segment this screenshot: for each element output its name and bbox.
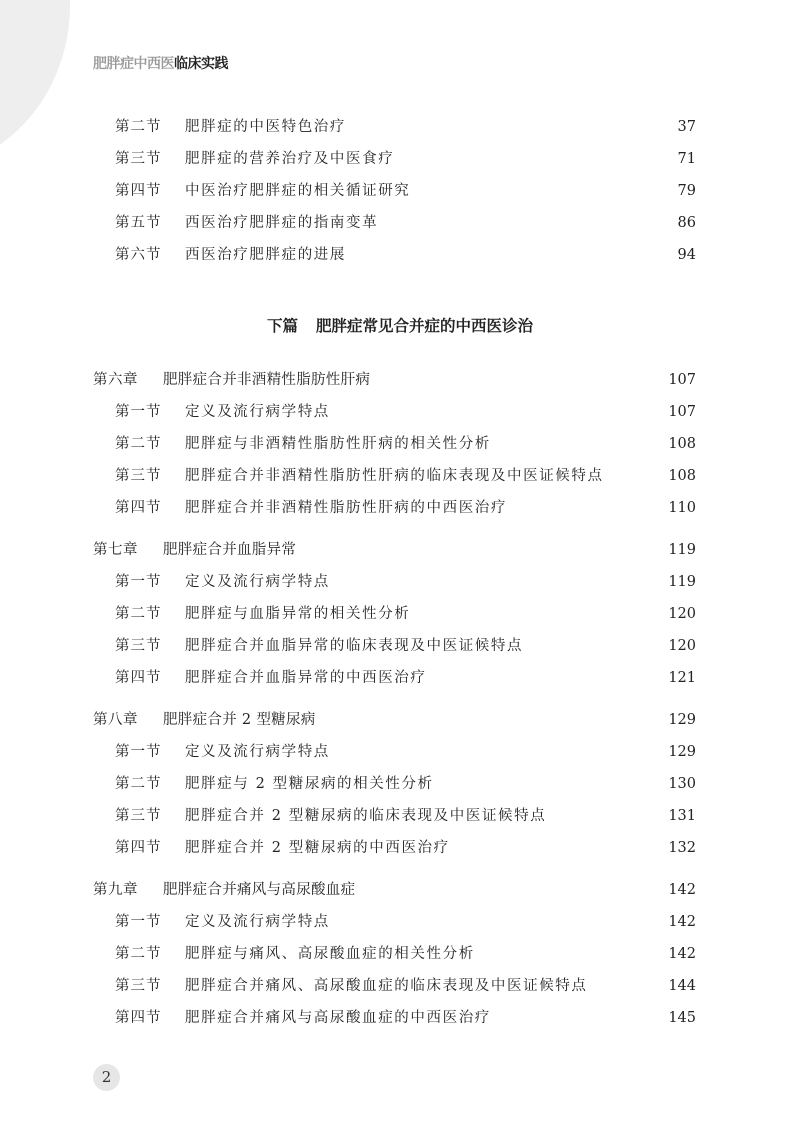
section-label: 第六节 xyxy=(115,247,162,263)
header-title-accent: 肥胖症中西医 xyxy=(93,56,174,72)
dot-leader xyxy=(371,368,667,392)
section-label: 第四节 xyxy=(115,670,162,686)
toc-section-entry[interactable] xyxy=(0,147,800,171)
chapter-title: 肥胖症合并 2 型糖尿病 xyxy=(163,712,316,728)
dot-leader xyxy=(344,570,662,594)
toc-section-entry[interactable] xyxy=(0,432,800,456)
section-page-number: 108 xyxy=(668,468,696,484)
section-label: 第二节 xyxy=(115,946,162,962)
section-label: 第一节 xyxy=(115,574,162,590)
section-title: 肥胖症与血脂异常的相关性分析 xyxy=(185,606,411,622)
section-page-number: 129 xyxy=(668,744,696,760)
dot-leader xyxy=(408,147,672,171)
toc-section-entry[interactable] xyxy=(0,634,800,658)
section-label: 第三节 xyxy=(115,638,162,654)
section-title: 定义及流行病学特点 xyxy=(185,574,330,590)
dot-leader xyxy=(464,836,662,860)
toc-section-entry[interactable] xyxy=(0,1006,800,1030)
section-page-number: 110 xyxy=(668,500,696,516)
section-title: 肥胖症的营养治疗及中医食疗 xyxy=(185,151,395,167)
section-title: 定义及流行病学特点 xyxy=(185,914,330,930)
chapter-label: 第九章 xyxy=(93,882,138,898)
section-title: 西医治疗肥胖症的指南变革 xyxy=(185,215,379,231)
chapter-title: 肥胖症合并痛风与高尿酸血症 xyxy=(163,882,356,898)
section-label: 第四节 xyxy=(115,500,162,516)
section-label: 第一节 xyxy=(115,744,162,760)
part-label: 下篇 xyxy=(266,317,298,335)
toc-section-entry[interactable] xyxy=(0,243,800,267)
dot-leader xyxy=(360,115,672,139)
page-number: 2 xyxy=(93,1064,120,1091)
section-title: 肥胖症合并血脂异常的中西医治疗 xyxy=(185,670,427,686)
section-label: 第三节 xyxy=(115,978,162,994)
dot-leader xyxy=(618,464,662,488)
section-page-number: 108 xyxy=(668,436,696,452)
section-title: 肥胖症合并痛风、高尿酸血症的临床表现及中医证候特点 xyxy=(185,978,588,994)
dot-leader xyxy=(505,432,662,456)
dot-leader xyxy=(505,1006,662,1030)
dot-leader xyxy=(537,634,662,658)
section-page-number: 71 xyxy=(677,151,696,167)
section-label: 第二节 xyxy=(115,119,162,135)
section-page-number: 37 xyxy=(677,119,696,135)
section-label: 第二节 xyxy=(115,436,162,452)
toc-section-entry[interactable] xyxy=(0,179,800,203)
section-label: 第五节 xyxy=(115,215,162,231)
section-page-number: 142 xyxy=(668,914,696,930)
toc-section-entry[interactable] xyxy=(0,666,800,690)
section-title: 肥胖症合并痛风与高尿酸血症的中西医治疗 xyxy=(185,1010,491,1026)
section-title: 肥胖症合并非酒精性脂肪性肝病的中西医治疗 xyxy=(185,500,507,516)
section-label: 第二节 xyxy=(115,606,162,622)
section-page-number: 131 xyxy=(668,808,696,824)
dot-leader xyxy=(392,211,672,235)
toc-section-entry[interactable] xyxy=(0,974,800,998)
section-title: 肥胖症合并非酒精性脂肪性肝病的临床表现及中医证候特点 xyxy=(185,468,604,484)
chapter-title: 肥胖症合并血脂异常 xyxy=(163,542,297,558)
dot-leader xyxy=(521,496,662,520)
section-page-number: 142 xyxy=(668,946,696,962)
section-page-number: 132 xyxy=(668,840,696,856)
section-page-number: 107 xyxy=(668,404,696,420)
section-title: 肥胖症合并血脂异常的临床表现及中医证候特点 xyxy=(185,638,524,654)
dot-leader xyxy=(560,804,662,828)
dot-leader xyxy=(317,708,667,732)
dot-leader xyxy=(489,942,662,966)
toc-section-entry[interactable] xyxy=(0,910,800,934)
toc-section-entry[interactable] xyxy=(0,496,800,520)
toc-chapter-entry[interactable] xyxy=(0,538,800,562)
section-page-number: 144 xyxy=(668,978,696,994)
chapter-label: 第七章 xyxy=(93,542,138,558)
dot-leader xyxy=(424,602,662,626)
section-title: 肥胖症合并 2 型糖尿病的临床表现及中医证候特点 xyxy=(185,808,547,824)
dot-leader xyxy=(297,538,667,562)
toc-section-entry[interactable] xyxy=(0,400,800,424)
chapter-page-number: 107 xyxy=(668,372,696,388)
section-title: 肥胖症合并 2 型糖尿病的中西医治疗 xyxy=(185,840,450,856)
toc-section-entry[interactable] xyxy=(0,740,800,764)
section-label: 第四节 xyxy=(115,1010,162,1026)
dot-leader xyxy=(356,878,667,902)
toc-section-entry[interactable] xyxy=(0,464,800,488)
section-label: 第二节 xyxy=(115,776,162,792)
toc-section-entry[interactable] xyxy=(0,804,800,828)
section-label: 第一节 xyxy=(115,914,162,930)
section-label: 第三节 xyxy=(115,468,162,484)
toc-section-entry[interactable] xyxy=(0,942,800,966)
dot-leader xyxy=(602,974,662,998)
dot-leader xyxy=(344,400,662,424)
section-page-number: 120 xyxy=(668,606,696,622)
dot-leader xyxy=(424,179,672,203)
section-label: 第四节 xyxy=(115,183,162,199)
section-page-number: 86 xyxy=(677,215,696,231)
header-title-rest: 临床实践 xyxy=(174,56,228,72)
section-label: 第三节 xyxy=(115,808,162,824)
dot-leader xyxy=(441,666,662,690)
toc-section-entry[interactable] xyxy=(0,836,800,860)
section-title: 肥胖症与 2 型糖尿病的相关性分析 xyxy=(185,776,434,792)
section-page-number: 121 xyxy=(668,670,696,686)
toc-chapter-entry[interactable] xyxy=(0,878,800,902)
toc-section-entry[interactable] xyxy=(0,211,800,235)
section-title: 肥胖症的中医特色治疗 xyxy=(185,119,346,135)
chapter-page-number: 119 xyxy=(668,542,696,558)
chapter-page-number: 129 xyxy=(668,712,696,728)
chapter-page-number: 142 xyxy=(668,882,696,898)
part-heading xyxy=(0,314,800,336)
dot-leader xyxy=(360,243,672,267)
toc-section-entry[interactable] xyxy=(0,602,800,626)
dot-leader xyxy=(448,772,662,796)
toc-section-entry[interactable] xyxy=(0,772,800,796)
chapter-label: 第六章 xyxy=(93,372,138,388)
chapter-label: 第八章 xyxy=(93,712,138,728)
section-label: 第一节 xyxy=(115,404,162,420)
part-title: 肥胖症常见合并症的中西医诊治 xyxy=(316,317,534,335)
toc-section-entry[interactable] xyxy=(0,570,800,594)
chapter-title: 肥胖症合并非酒精性脂肪性肝病 xyxy=(163,372,371,388)
dot-leader xyxy=(344,910,662,934)
section-page-number: 79 xyxy=(677,183,696,199)
section-page-number: 145 xyxy=(668,1010,696,1026)
dot-leader xyxy=(344,740,662,764)
section-title: 定义及流行病学特点 xyxy=(185,744,330,760)
toc-chapter-entry[interactable] xyxy=(0,708,800,732)
section-title: 中医治疗肥胖症的相关循证研究 xyxy=(185,183,411,199)
section-page-number: 94 xyxy=(677,247,696,263)
section-page-number: 130 xyxy=(668,776,696,792)
section-title: 肥胖症与痛风、高尿酸血症的相关性分析 xyxy=(185,946,475,962)
section-label: 第四节 xyxy=(115,840,162,856)
section-title: 肥胖症与非酒精性脂肪性肝病的相关性分析 xyxy=(185,436,491,452)
section-page-number: 120 xyxy=(668,638,696,654)
toc-chapter-entry[interactable] xyxy=(0,368,800,392)
toc-section-entry[interactable] xyxy=(0,115,800,139)
section-title: 定义及流行病学特点 xyxy=(185,404,330,420)
section-page-number: 119 xyxy=(668,574,696,590)
section-title: 西医治疗肥胖症的进展 xyxy=(185,247,346,263)
section-label: 第三节 xyxy=(115,151,162,167)
